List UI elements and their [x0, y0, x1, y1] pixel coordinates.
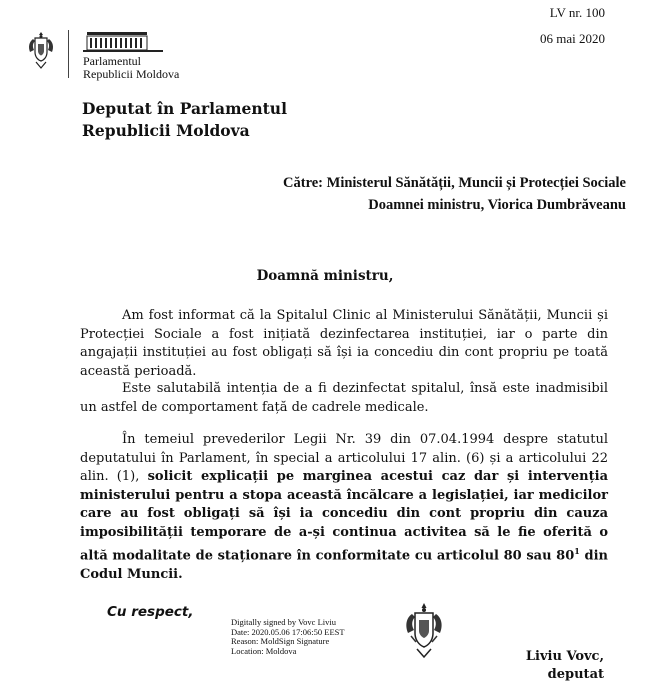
moldova-coat-of-arms-icon: [26, 30, 56, 70]
institution-name-line1: Parlamentul: [83, 54, 141, 68]
sender-block: [82, 98, 287, 142]
signatory-title: deputat: [547, 667, 604, 682]
digital-signature-block: [231, 618, 345, 656]
digital-signature-line1: Digitally signed by Vovc Liviu: [231, 617, 336, 627]
sender-line2: Republicii Moldova: [82, 121, 250, 140]
signature-emblem-icon: [403, 600, 445, 660]
paragraph-3-end: din Codul Muncii.: [80, 548, 608, 582]
article-superscript: 1: [574, 546, 580, 556]
body-paragraph-1: Am fost informat că la Spitalul Clinic al Ministerului Sănătății, Muncii și Protecției Sociale a fost inițiată dezinfectarea instituției, iar o parte din angajații instituției au fost obligați să își ia concediu din cont propriu pe toată această perioadă.: [80, 308, 608, 379]
digital-signature-line3: Reason: MoldSign Signature: [231, 636, 330, 646]
logo-divider: [68, 30, 69, 78]
digital-signature-line2: Date: 2020.05.06 17:06:50 EEST: [231, 626, 345, 637]
paragraph-3-request: solicit explicații pe marginea acestui caz dar și intervenția ministerului pentru a stopa această încălcare a legislației, iar medicilor care au fost obligați să își ia concediu din cont propriu din cauza imposibilității temporare de a-și continua activitea să le fie oferită o altă modalitate de staționare în conformitate cu articolul 80 sau 80: [80, 469, 608, 564]
reference-number: LV nr. 100: [549, 5, 605, 20]
closing: Cu respect,: [107, 604, 194, 620]
recipient-line2: Doamnei ministru, Viorica Dumbrăveanu: [368, 197, 626, 213]
signatory-block: [526, 648, 604, 684]
institution-name-line2: Republicii Moldova: [83, 67, 180, 81]
salutation: Doamnă ministru,: [256, 268, 394, 284]
signatory-name: Liviu Vovc,: [525, 649, 604, 664]
sender-line1: Deputat în Parlamentul: [82, 99, 287, 118]
parliament-building-icon: [83, 29, 163, 53]
paragraph-3-intro: În temeiul prevederilor Legii Nr. 39 din 07.04.1994 despre statutul deputatului în Parlament, în special a articolului 17 alin. (6) și a articolului 22 alin. (1),: [80, 432, 608, 484]
digital-signature-line4: Location: Moldova: [231, 645, 297, 656]
body-paragraph-2: Este salutabilă intenția de a fi dezinfectat spitalul, însă este inadmisibil un astfel de comportament față de cadrele medicale.: [80, 381, 608, 415]
body-paragraph-3: [80, 431, 608, 584]
recipient-block: [283, 172, 626, 216]
recipient-line1: Către: Ministerul Sănătății, Muncii și Protecției Sociale: [283, 175, 626, 191]
letter-date: 06 mai 2020: [540, 31, 605, 46]
institution-name: [83, 55, 179, 81]
